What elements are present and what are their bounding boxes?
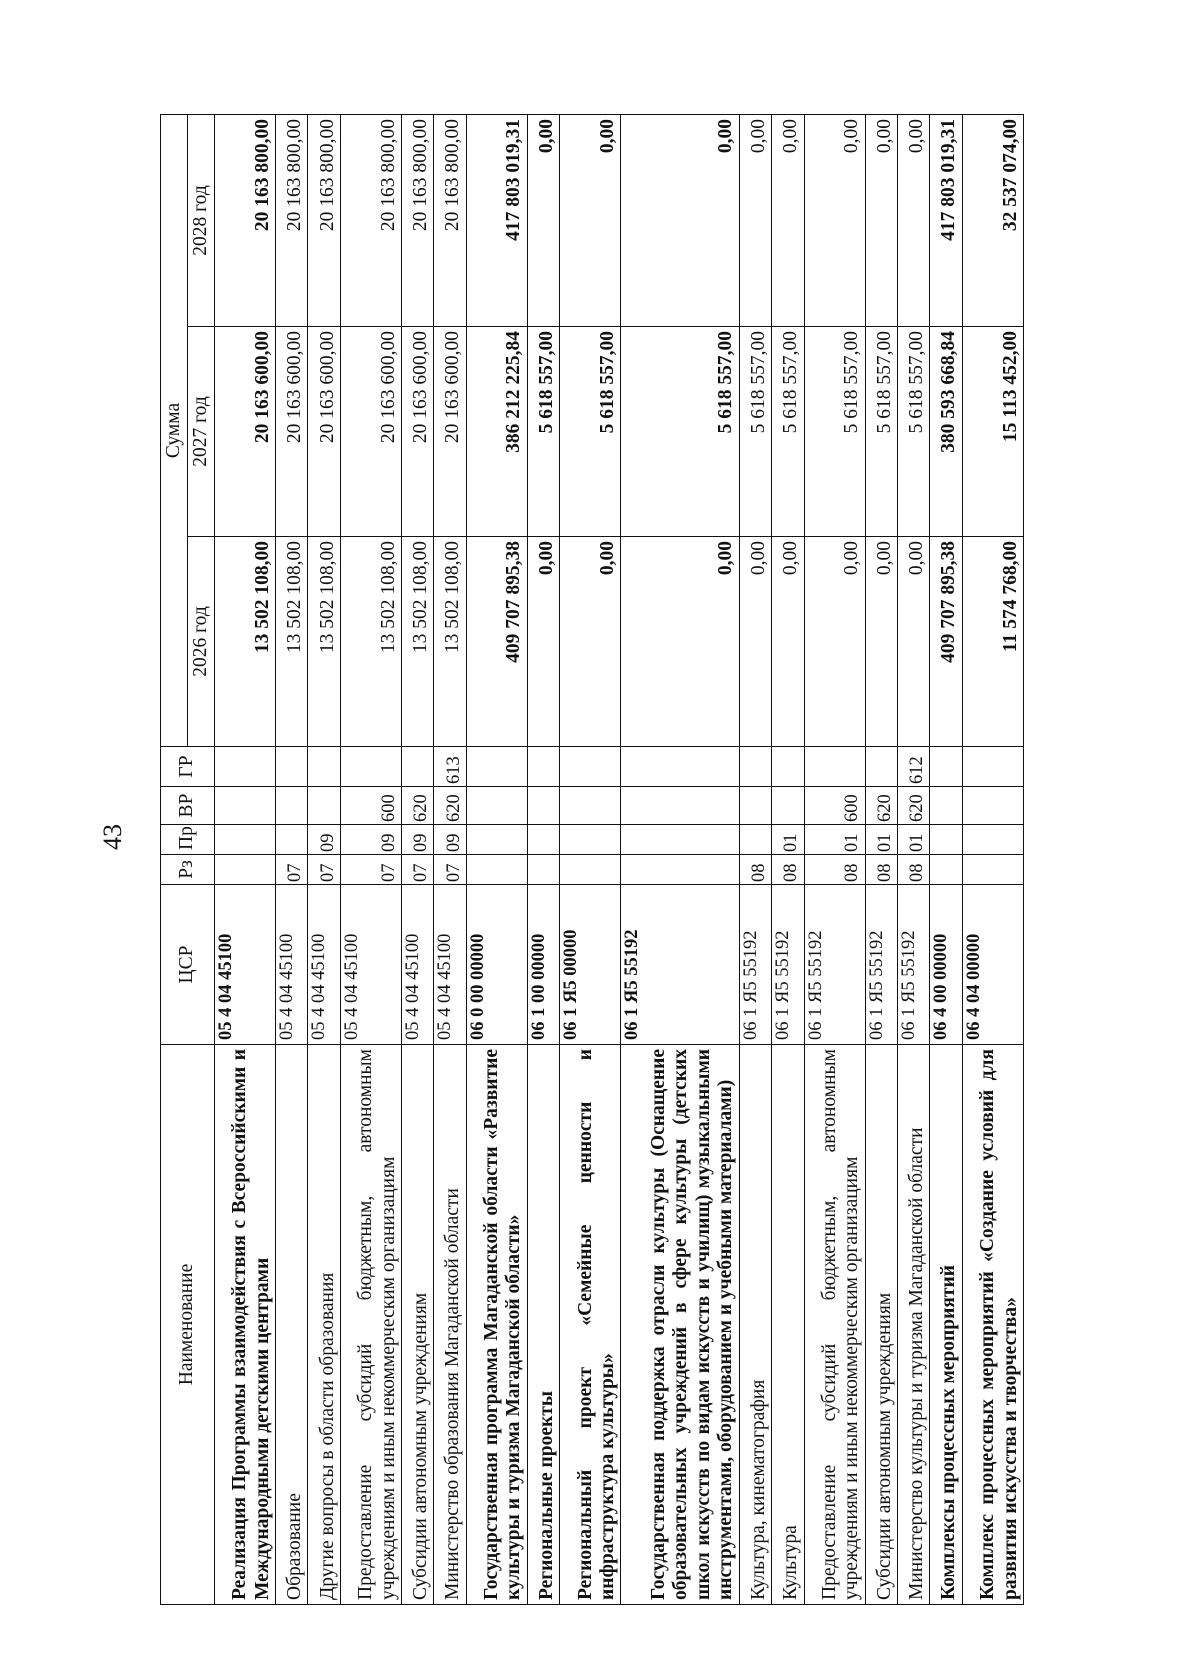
cell-name: Министерство образования Магаданской области xyxy=(434,1045,466,1605)
cell-name: Культура, кинематография xyxy=(739,1045,771,1605)
cell-y2028: 20 163 800,00 xyxy=(276,115,308,327)
cell-rz xyxy=(215,855,276,885)
cell-csr: 06 1 Я5 55192 xyxy=(804,885,865,1045)
cell-csr: 06 1 Я5 55192 xyxy=(772,885,804,1045)
table-row xyxy=(560,115,621,1605)
cell-y2026: 13 502 108,00 xyxy=(434,537,466,747)
cell-y2028: 0,00 xyxy=(527,115,559,327)
cell-csr: 06 1 00 00000 xyxy=(527,885,559,1045)
cell-vr: 600 xyxy=(804,787,865,825)
cell-name: Предоставление субсидий бюджетным, автономным учреждениям и иным некоммерческим организациям xyxy=(804,1045,865,1605)
cell-y2027: 20 163 600,00 xyxy=(401,327,433,537)
header-rz: Рз xyxy=(161,855,215,885)
cell-y2026: 11 574 768,00 xyxy=(962,537,1023,747)
table-row xyxy=(340,115,401,1605)
cell-name: Комплексы процессных мероприятий xyxy=(930,1045,962,1605)
cell-y2028: 0,00 xyxy=(804,115,865,327)
cell-y2027: 20 163 600,00 xyxy=(340,327,401,537)
cell-y2028: 20 163 800,00 xyxy=(340,115,401,327)
cell-y2027: 5 618 557,00 xyxy=(560,327,621,537)
cell-pr: 09 xyxy=(340,825,401,855)
cell-y2027: 20 163 600,00 xyxy=(215,327,276,537)
header-vr: ВР xyxy=(161,787,215,825)
header-2027: 2027 год xyxy=(188,327,215,537)
cell-y2028: 0,00 xyxy=(560,115,621,327)
cell-y2028: 0,00 xyxy=(898,115,930,327)
table-row xyxy=(527,115,559,1605)
cell-gr xyxy=(276,747,308,787)
cell-gr xyxy=(527,747,559,787)
cell-y2028: 0,00 xyxy=(739,115,771,327)
table-row xyxy=(215,115,276,1605)
cell-y2027: 5 618 557,00 xyxy=(865,327,897,537)
cell-y2026: 0,00 xyxy=(772,537,804,747)
cell-y2027: 20 163 600,00 xyxy=(308,327,340,537)
cell-y2026: 13 502 108,00 xyxy=(401,537,433,747)
cell-rz xyxy=(527,855,559,885)
cell-y2026: 0,00 xyxy=(898,537,930,747)
cell-name: Субсидии автономным учреждениям xyxy=(865,1045,897,1605)
cell-csr: 06 1 Я5 55192 xyxy=(865,885,897,1045)
cell-y2028: 417 803 019,31 xyxy=(466,115,527,327)
cell-gr xyxy=(772,747,804,787)
cell-y2028: 20 163 800,00 xyxy=(308,115,340,327)
cell-y2028: 32 537 074,00 xyxy=(962,115,1023,327)
cell-gr xyxy=(621,747,739,787)
cell-vr xyxy=(621,787,739,825)
header-2026: 2026 год xyxy=(188,537,215,747)
cell-vr: 620 xyxy=(898,787,930,825)
budget-table xyxy=(160,114,1024,1605)
cell-gr xyxy=(930,747,962,787)
cell-csr: 06 1 Я5 00000 xyxy=(560,885,621,1045)
rotated-table-container xyxy=(160,115,1024,1605)
cell-vr xyxy=(466,787,527,825)
cell-name: Региональный проект «Семейные ценности и инфраструктура культуры» xyxy=(560,1045,621,1605)
cell-y2028: 20 163 800,00 xyxy=(434,115,466,327)
cell-y2027: 5 618 557,00 xyxy=(772,327,804,537)
table-body xyxy=(215,115,1024,1605)
table-row xyxy=(308,115,340,1605)
table-row xyxy=(466,115,527,1605)
table-row xyxy=(865,115,897,1605)
cell-pr: 09 xyxy=(308,825,340,855)
cell-y2027: 15 113 452,00 xyxy=(962,327,1023,537)
cell-gr xyxy=(865,747,897,787)
cell-rz xyxy=(962,855,1023,885)
cell-vr xyxy=(560,787,621,825)
cell-y2027: 5 618 557,00 xyxy=(739,327,771,537)
cell-pr xyxy=(621,825,739,855)
cell-vr xyxy=(215,787,276,825)
cell-y2026: 0,00 xyxy=(560,537,621,747)
header-2028: 2028 год xyxy=(188,115,215,327)
table-row xyxy=(804,115,865,1605)
cell-pr xyxy=(527,825,559,855)
cell-name: Комплекс процессных мероприятий «Создание условий для развития искусства и творчества» xyxy=(962,1045,1023,1605)
cell-pr: 01 xyxy=(772,825,804,855)
cell-y2026: 409 707 895,38 xyxy=(930,537,962,747)
cell-name: Образование xyxy=(276,1045,308,1605)
cell-csr: 06 4 04 00000 xyxy=(962,885,1023,1045)
cell-pr: 01 xyxy=(898,825,930,855)
cell-y2026: 0,00 xyxy=(804,537,865,747)
cell-pr xyxy=(739,825,771,855)
cell-csr: 05 4 04 45100 xyxy=(308,885,340,1045)
cell-gr xyxy=(340,747,401,787)
cell-name: Региональные проекты xyxy=(527,1045,559,1605)
cell-name: Государственная программа Магаданской области «Развитие культуры и туризма Магаданской области» xyxy=(466,1045,527,1605)
cell-name: Министерство культуры и туризма Магаданской области xyxy=(898,1045,930,1605)
cell-csr: 06 4 00 00000 xyxy=(930,885,962,1045)
cell-vr: 620 xyxy=(401,787,433,825)
cell-pr xyxy=(466,825,527,855)
cell-y2026: 409 707 895,38 xyxy=(466,537,527,747)
cell-rz: 07 xyxy=(308,855,340,885)
cell-csr: 05 4 04 45100 xyxy=(340,885,401,1045)
cell-pr xyxy=(215,825,276,855)
cell-pr xyxy=(560,825,621,855)
cell-rz xyxy=(930,855,962,885)
cell-csr: 05 4 04 45100 xyxy=(276,885,308,1045)
cell-rz: 07 xyxy=(340,855,401,885)
cell-y2027: 5 618 557,00 xyxy=(804,327,865,537)
cell-vr: 620 xyxy=(434,787,466,825)
cell-rz: 07 xyxy=(401,855,433,885)
cell-gr xyxy=(962,747,1023,787)
cell-pr: 09 xyxy=(434,825,466,855)
header-csr: ЦСР xyxy=(161,885,215,1045)
header-gr: ГР xyxy=(161,747,215,787)
cell-vr xyxy=(308,787,340,825)
cell-name: Предоставление субсидий бюджетным, автономным учреждениям и иным некоммерческим организациям xyxy=(340,1045,401,1605)
cell-y2026: 0,00 xyxy=(865,537,897,747)
cell-y2026: 0,00 xyxy=(527,537,559,747)
cell-y2027: 380 593 668,84 xyxy=(930,327,962,537)
cell-y2026: 0,00 xyxy=(621,537,739,747)
cell-pr: 01 xyxy=(804,825,865,855)
cell-y2026: 13 502 108,00 xyxy=(340,537,401,747)
cell-csr: 06 1 Я5 55192 xyxy=(739,885,771,1045)
table-row xyxy=(898,115,930,1605)
cell-csr: 05 4 04 45100 xyxy=(401,885,433,1045)
cell-rz: 08 xyxy=(739,855,771,885)
cell-vr xyxy=(772,787,804,825)
cell-csr: 06 1 Я5 55192 xyxy=(621,885,739,1045)
cell-csr: 05 4 04 45100 xyxy=(434,885,466,1045)
cell-rz xyxy=(466,855,527,885)
table-row xyxy=(962,115,1023,1605)
cell-y2027: 20 163 600,00 xyxy=(434,327,466,537)
cell-y2027: 5 618 557,00 xyxy=(621,327,739,537)
cell-y2028: 0,00 xyxy=(621,115,739,327)
cell-pr: 09 xyxy=(401,825,433,855)
cell-rz: 07 xyxy=(276,855,308,885)
cell-rz: 07 xyxy=(434,855,466,885)
table-row xyxy=(621,115,739,1605)
cell-y2028: 417 803 019,31 xyxy=(930,115,962,327)
page-number: 43 xyxy=(98,824,127,850)
cell-vr xyxy=(930,787,962,825)
cell-rz: 08 xyxy=(772,855,804,885)
table-row xyxy=(401,115,433,1605)
cell-gr: 613 xyxy=(434,747,466,787)
cell-gr xyxy=(308,747,340,787)
cell-vr xyxy=(962,787,1023,825)
cell-y2028: 0,00 xyxy=(865,115,897,327)
cell-y2027: 5 618 557,00 xyxy=(898,327,930,537)
cell-rz xyxy=(560,855,621,885)
cell-pr xyxy=(276,825,308,855)
cell-y2026: 13 502 108,00 xyxy=(215,537,276,747)
cell-csr: 06 0 00 00000 xyxy=(466,885,527,1045)
cell-pr xyxy=(930,825,962,855)
cell-y2026: 13 502 108,00 xyxy=(308,537,340,747)
cell-gr xyxy=(739,747,771,787)
cell-pr xyxy=(962,825,1023,855)
cell-vr: 620 xyxy=(865,787,897,825)
cell-gr xyxy=(560,747,621,787)
cell-gr xyxy=(215,747,276,787)
table-row xyxy=(739,115,771,1605)
header-pr: Пр xyxy=(161,825,215,855)
cell-y2027: 20 163 600,00 xyxy=(276,327,308,537)
cell-name: Другие вопросы в области образования xyxy=(308,1045,340,1605)
cell-y2028: 20 163 800,00 xyxy=(215,115,276,327)
cell-pr: 01 xyxy=(865,825,897,855)
cell-vr: 600 xyxy=(340,787,401,825)
cell-csr: 06 1 Я5 55192 xyxy=(898,885,930,1045)
cell-y2027: 386 212 225,84 xyxy=(466,327,527,537)
table-row xyxy=(276,115,308,1605)
header-sum: Сумма xyxy=(161,115,188,747)
cell-rz: 08 xyxy=(804,855,865,885)
cell-y2028: 20 163 800,00 xyxy=(401,115,433,327)
cell-y2026: 13 502 108,00 xyxy=(276,537,308,747)
cell-rz: 08 xyxy=(898,855,930,885)
cell-gr: 612 xyxy=(898,747,930,787)
cell-y2027: 5 618 557,00 xyxy=(527,327,559,537)
cell-gr xyxy=(466,747,527,787)
cell-y2028: 0,00 xyxy=(772,115,804,327)
cell-vr xyxy=(276,787,308,825)
cell-name: Реализация Программы взаимодействия с Всероссийскими и Международными детскими центрами xyxy=(215,1045,276,1605)
cell-name: Государственная поддержка отрасли культуры (Оснащение образовательных учреждений в сфере культуры (детских школ искусств по видам искусств и училищ) музыкальными инструментами, оборудованием и учебными материалами) xyxy=(621,1045,739,1605)
header-name: Наименование xyxy=(161,1045,215,1605)
cell-csr: 05 4 04 45100 xyxy=(215,885,276,1045)
cell-name: Субсидии автономным учреждениям xyxy=(401,1045,433,1605)
table-row xyxy=(930,115,962,1605)
cell-vr xyxy=(739,787,771,825)
table-row xyxy=(772,115,804,1605)
cell-gr xyxy=(804,747,865,787)
cell-rz xyxy=(621,855,739,885)
table-row xyxy=(434,115,466,1605)
cell-name: Культура xyxy=(772,1045,804,1605)
cell-y2026: 0,00 xyxy=(739,537,771,747)
cell-gr xyxy=(401,747,433,787)
cell-vr xyxy=(527,787,559,825)
cell-rz: 08 xyxy=(865,855,897,885)
